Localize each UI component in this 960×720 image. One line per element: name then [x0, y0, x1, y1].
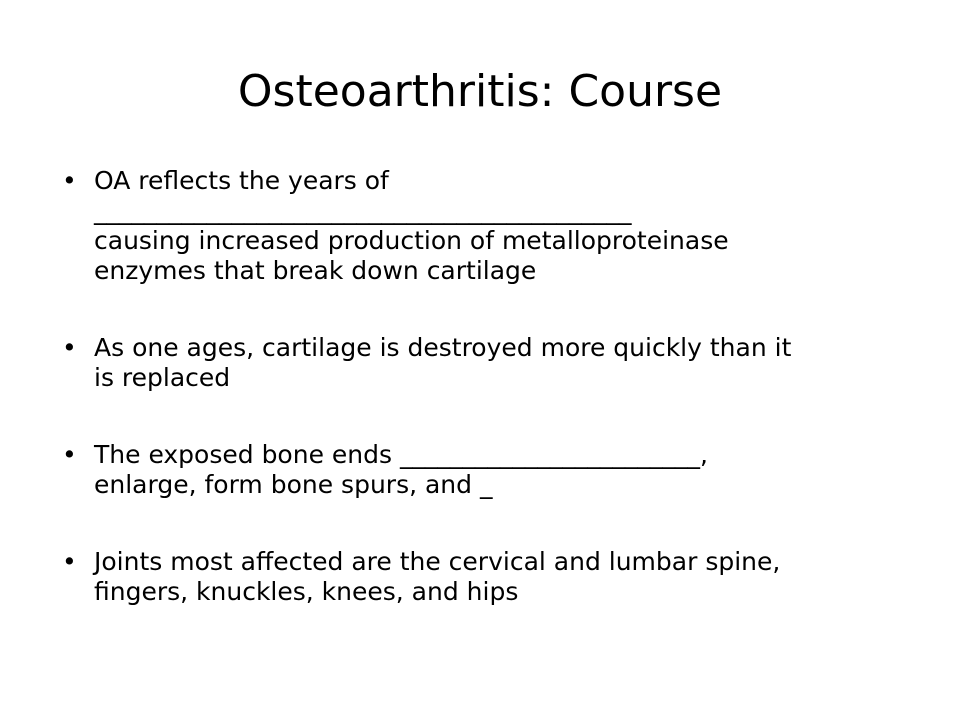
bullet-item	[62, 333, 922, 393]
bullet-text-line: enlarge, form bone spurs, and _	[94, 470, 493, 499]
bullet-text-line: enzymes that break down cartilage	[94, 256, 537, 285]
bullet-icon: •	[62, 166, 77, 195]
bullet-text-line: OA reflects the years of	[94, 166, 389, 195]
bullet-text-line: is replaced	[94, 363, 231, 392]
bullet-text-line: Joints most affected are the cervical and lumbar spine,	[94, 547, 781, 576]
bullet-icon: •	[62, 440, 77, 469]
bullet-item	[62, 547, 922, 607]
bullet-icon: •	[62, 547, 77, 576]
bullet-text-line: fingers, knuckles, knees, and hips	[94, 577, 519, 606]
bullet-item	[62, 440, 922, 500]
blank-line: ___________________________________________	[94, 196, 632, 225]
bullet-list	[62, 166, 922, 607]
bullet-text-line: The exposed bone ends ________________________,	[94, 440, 708, 469]
bullet-icon: •	[62, 333, 77, 362]
slide-title: Osteoarthritis: Course	[237, 66, 723, 117]
bullet-text-line: causing increased production of metalloproteinase	[94, 226, 729, 255]
bullet-item	[62, 166, 922, 286]
bullet-text-line: As one ages, cartilage is destroyed more quickly than it	[94, 333, 792, 362]
